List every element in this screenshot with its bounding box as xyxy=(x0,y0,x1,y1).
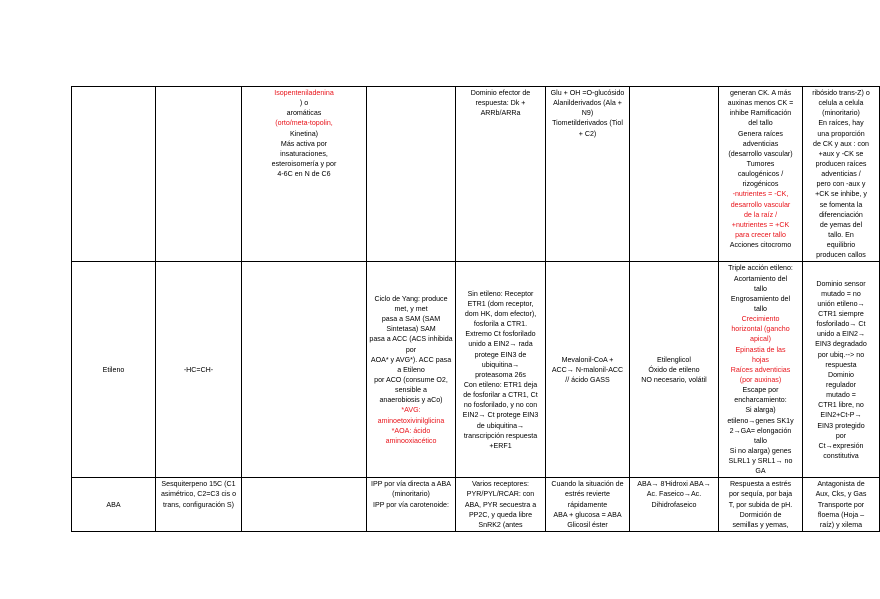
cell-text-line: fosforila a CTR1. xyxy=(473,320,528,329)
cell-text-line: ABA, PYR secuestra a xyxy=(464,500,537,509)
cell-text-line: PYR/PYL/RCAR: con xyxy=(466,490,535,499)
cell-text-line: de ubiquitina→ xyxy=(476,421,525,430)
cell-text-line: ABA + glucosa = ABA xyxy=(553,510,622,519)
signaling-cell xyxy=(456,262,546,478)
cell-text-line: +CK se inhibe, y xyxy=(815,190,867,199)
cell-text-line: producen callos xyxy=(816,251,866,260)
conjugation-cell xyxy=(546,262,630,478)
cell-text-line: regulador xyxy=(826,381,856,389)
cell-text-line: de CK y aux : con xyxy=(813,139,869,148)
cell-text-line: Respuesta a estrés xyxy=(729,480,792,489)
cell-text-line: Engrosamiento del xyxy=(730,294,791,303)
cell-text-line: tallo xyxy=(753,284,767,293)
cell-text-line: por ACO (consume O2, sensible a xyxy=(374,375,448,395)
effects-cell xyxy=(719,262,803,478)
cell-text-line: (orto/meta-topolin, xyxy=(275,119,333,128)
cell-text-line: dom HK, dom efector), xyxy=(464,310,537,319)
cell-text-line: (por auxinas) xyxy=(739,375,782,384)
cell-text-line: Ac. Faseico→Ac. xyxy=(646,490,702,499)
cell-text-line: Varios receptores: xyxy=(471,480,530,489)
cell-text-line: Acciones citocromo xyxy=(729,241,792,250)
cell-text-line: Tiometilderivados (Tiol xyxy=(552,119,623,128)
cell-text-line: +ERF1 xyxy=(489,441,512,450)
cell-text-line: horizontal (gancho xyxy=(731,325,790,334)
cell-text-line: T, por subida de pH. xyxy=(728,500,793,509)
cell-text-line: En raíces, hay xyxy=(818,119,864,128)
transport-cell xyxy=(803,87,880,262)
structure-cell xyxy=(156,478,242,532)
cell-text-line: constitutiva xyxy=(823,451,859,460)
cell-text-line: respuesta xyxy=(825,360,857,369)
cell-text-line: de yemas del xyxy=(819,220,863,229)
hormone-name-cell: Etileno xyxy=(72,262,156,478)
mutants-cell xyxy=(803,262,880,478)
cell-text-line: raíz) y xilema xyxy=(819,520,863,529)
cell-text-line: EIN3 protegido xyxy=(817,421,865,430)
cell-text-line: Antagonista de xyxy=(817,480,865,489)
cell-text-line: aromáticas xyxy=(286,109,322,118)
cell-text-line: Aux, Cks, y Gas xyxy=(815,490,867,499)
cell-text-line: // ácido GASS xyxy=(565,375,610,384)
cell-text-line: Ciclo de Yang: produce met, y met xyxy=(374,294,448,313)
cell-text-line: Extremo Ct fosforilado xyxy=(465,330,536,339)
cell-text-line: Dormición de xyxy=(739,510,782,519)
cell-text-line: tallo. En xyxy=(828,230,854,239)
cell-text-line: (desarrollo vascular) xyxy=(728,149,793,158)
cell-text-line: mutado = xyxy=(826,391,856,400)
cell-text-line: no fosforilado, y no con xyxy=(463,401,538,410)
cell-text-line: *AOA: ácido aminooxiacético xyxy=(385,426,437,445)
cell-text-line: Óxido de etileno xyxy=(648,365,700,374)
cell-text-line: pasa a ACC (ACS inhibida por xyxy=(369,335,453,354)
cell-text-line: N9) xyxy=(581,109,594,118)
cell-text-line: EIN3 degradado xyxy=(815,340,867,349)
cell-text-line: SnRK2 (antes xyxy=(478,520,523,529)
cell-text-line: unido a EIN2→ rada xyxy=(468,340,533,349)
cell-text-line: Si alarga) xyxy=(745,406,776,415)
cell-text-line: equilibrio xyxy=(826,241,856,250)
cell-text-line: Glicosil éster xyxy=(567,520,608,529)
cell-text-line: pero con -aux y xyxy=(816,180,866,189)
cell-text-line: generan CK. A más xyxy=(729,89,792,97)
cell-text-line: Tumores xyxy=(746,159,775,168)
cell-text-line: Dominio sensor xyxy=(816,279,866,288)
cell-text-line: IPP por vía directa a ABA xyxy=(371,480,451,489)
degradation-cell xyxy=(630,478,719,532)
cell-text-line: Triple acción etileno: xyxy=(728,264,793,273)
cell-text-line: producen raíces xyxy=(815,159,867,168)
cell-text-line: Sin etileno: Receptor xyxy=(467,289,534,298)
cell-text-line: tallo xyxy=(753,436,767,445)
cell-text-line: por xyxy=(835,431,847,440)
cell-text-line: unión etileno→ xyxy=(817,299,865,308)
types-cell xyxy=(242,262,367,478)
signaling-cell xyxy=(456,478,546,532)
cell-text-line: hojas xyxy=(752,355,769,364)
cell-text-line: transcripción respuesta xyxy=(463,431,538,440)
cell-text-line: Escape por xyxy=(742,386,779,395)
cell-text-line: Transporte por xyxy=(817,500,865,509)
cell-text-line: unido a EIN2→ xyxy=(816,330,866,339)
cell-text-line: una proporción xyxy=(817,129,865,138)
cell-text-line: EIN2+Ct-P→ xyxy=(820,411,862,420)
cell-text-line: apical) xyxy=(750,335,771,344)
cell-text-line: Más activa por xyxy=(280,139,328,148)
cell-text-line: anaerobiosis y aCo) xyxy=(379,396,443,405)
cell-text-line: de fosforilar a CTR1, Ct xyxy=(463,391,538,400)
cell-text-line: + C2) xyxy=(578,129,597,138)
cell-text-line: ubiquitina→ xyxy=(481,360,520,369)
cell-text-line: ) o xyxy=(299,99,309,108)
cell-text-line: tallo xyxy=(753,304,767,313)
cell-text-line: del tallo xyxy=(748,119,773,128)
conjugation-cell xyxy=(546,478,630,532)
cell-text-line: CTR1 siempre xyxy=(818,310,864,319)
hormone-table xyxy=(71,86,880,532)
cell-text-line: AOA* y AVG*). ACC pasa a Etileno xyxy=(370,355,452,374)
cell-text-line: 4-6C en N de C6 xyxy=(277,170,331,179)
cell-text-line: Alanilderivados (Ala + xyxy=(553,99,622,108)
cell-text-line: Si no alarga) genes xyxy=(729,446,792,455)
cell-text-line: Kinetina) xyxy=(290,129,318,138)
cell-text-line: SLRL1 y SRL1→ no xyxy=(728,457,793,466)
effects-cell xyxy=(719,87,803,262)
cell-text-line: (minoritario) xyxy=(822,109,860,118)
cell-text-line: proteasoma 26s xyxy=(475,370,526,379)
cell-text-line: ARRb/ARRa xyxy=(480,109,521,118)
cell-text-line: +nutrientes = +CK xyxy=(731,220,790,229)
cell-text-line: estrés revierte xyxy=(565,490,610,499)
table-row xyxy=(72,262,880,478)
degradation-cell xyxy=(630,87,719,262)
cell-text-line: pasa a SAM (SAM Sintetasa) SAM xyxy=(381,315,441,334)
cell-text-line: IPP por vía carotenoide: xyxy=(373,500,449,509)
cell-text-line: para crecer tallo xyxy=(735,230,786,239)
cell-text-line: semillas y yemas, xyxy=(732,520,789,529)
cell-text-line: (minoritario) xyxy=(392,490,430,499)
cell-text-line: Raíces adventicias xyxy=(730,365,791,374)
types-cell xyxy=(242,478,367,532)
cell-text-line: +aux y -CK se xyxy=(818,149,864,158)
cell-text-line: PP2C, y queda libre xyxy=(468,510,533,519)
table-row xyxy=(72,478,880,532)
cell-text-line: Etilenglicol xyxy=(657,355,691,364)
hormone-name-cell xyxy=(72,87,156,262)
cell-text-line: auxinas menos CK = xyxy=(727,99,794,108)
cell-text-line: Dominio efector de xyxy=(470,89,531,97)
cell-text-line: fosforilado→ Ct xyxy=(816,320,866,329)
effects-cell xyxy=(719,478,803,532)
structure-cell xyxy=(156,87,242,262)
cell-text-line: ETR1 (dom receptor, xyxy=(467,299,534,308)
cell-text-line: ABA→ 8'Hidroxi ABA→ xyxy=(637,480,711,489)
cell-text-line: asimétrico, C2=C3 cis o xyxy=(160,490,237,499)
cell-text-line: desarrollo vascular xyxy=(730,200,791,209)
cell-text-line: de la raíz / xyxy=(743,210,778,219)
degradation-cell xyxy=(630,262,719,478)
structure-cell: -HC=CH- xyxy=(156,262,242,478)
biosynthesis-cell xyxy=(367,87,456,262)
cell-text-line: *AVG: aminoetoxivinilglicina xyxy=(377,406,445,425)
cell-text-line: Glu + OH =O-glucósido xyxy=(550,89,625,97)
cell-text-line: rápidamente xyxy=(567,500,608,509)
cell-text-line: Mevalonil-CoA + xyxy=(561,355,614,364)
cell-text-line: rizogénicos xyxy=(742,180,779,189)
cell-text-line: Genera raíces xyxy=(738,129,783,138)
cell-text-line: Ct→expresión xyxy=(818,441,864,450)
cell-text-line: Dihidrofaseico xyxy=(651,500,697,509)
cell-text-line: Acortamiento del xyxy=(733,274,788,283)
signaling-cell xyxy=(456,87,546,262)
table-row xyxy=(72,87,880,262)
cell-text-line: por sequía, por baja xyxy=(728,490,793,499)
hormone-name-cell: ABA xyxy=(72,478,156,532)
cell-text-line: trans, configuración S) xyxy=(163,500,234,509)
cell-text-line: Epinastia de las xyxy=(735,345,786,354)
cell-text-line: 2→GA= elongación xyxy=(729,426,792,435)
biosynthesis-cell xyxy=(367,262,456,478)
cell-text-line: se fomenta la xyxy=(819,200,863,209)
cell-text-line: insaturaciones, xyxy=(280,149,328,158)
cell-text-line: GA xyxy=(755,467,766,476)
cell-text-line: Isopenteniladenina xyxy=(274,89,334,97)
cell-text-line: respuesta: Dk + xyxy=(475,99,526,108)
cell-text-line: EIN2→ Ct protege EIN3 xyxy=(462,411,539,420)
cell-text-line: protege EIN3 de xyxy=(474,350,527,359)
cell-text-line: esteroisomería y por xyxy=(271,159,337,168)
conjugation-cell xyxy=(546,87,630,262)
cell-text-line: Dominio xyxy=(827,370,855,379)
cell-text-line: etileno→genes SK1y xyxy=(727,416,794,425)
cell-text-line: CTR1 libre, no xyxy=(818,401,864,410)
types-cell xyxy=(242,87,367,262)
antagonism-cell xyxy=(803,478,880,532)
cell-text-line: por ubiq.--> no xyxy=(817,350,865,359)
biosynthesis-cell xyxy=(367,478,456,532)
cell-text-line: adventicias / xyxy=(821,170,861,179)
cell-text-line: mutado = no xyxy=(821,289,861,298)
cell-text-line: ACC→ N-malonil-ACC xyxy=(551,365,624,374)
cell-text-line: Crecimiento xyxy=(741,315,780,324)
cell-text-line: floema (Hoja – xyxy=(817,510,865,519)
cell-text-line: ribósido trans-Z) o xyxy=(812,89,870,97)
cell-text-line: Con etileno: ETR1 deja xyxy=(463,381,538,389)
cell-text-line: -nutrientes = -CK, xyxy=(732,190,789,199)
cell-text-line: caulogénicos / xyxy=(737,170,784,179)
cell-text-line: Sesquiterpeno 15C (C1 xyxy=(161,480,236,489)
cell-text-line: encharcamiento: xyxy=(734,396,787,405)
cell-text-line: inhibe Ramificación xyxy=(729,109,792,118)
cell-text-line: adventicias xyxy=(742,139,779,148)
cell-text-line: diferenciación xyxy=(819,210,863,219)
cell-text-line: NO necesario, volátil xyxy=(641,375,707,384)
cell-text-line: celula a celula xyxy=(818,99,864,108)
cell-text-line: Cuando la situación de xyxy=(551,480,624,489)
